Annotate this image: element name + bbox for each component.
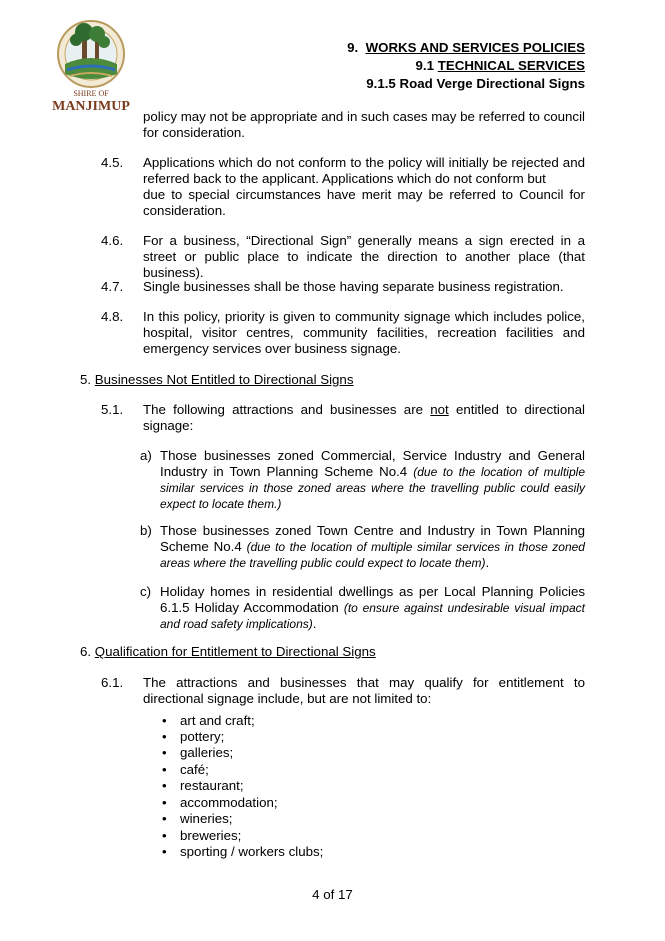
header-line2-num: 9.1 bbox=[415, 58, 435, 73]
sub-c-note: (to ensure against undesirable visual impact and road safety implications) bbox=[160, 601, 585, 631]
logo-org-line2: MANJIMUP bbox=[52, 99, 130, 114]
item-5-1-text bbox=[143, 402, 585, 434]
sub-a-main: Those businesses zoned Commercial, Service Industry and General Industry in Town Planning Scheme No.4 bbox=[160, 448, 585, 479]
item-5-1-num: 5.1. bbox=[101, 402, 124, 417]
item-4-5-text-a: Applications which do not conform to the policy will initially be rejected and referred back to the applicant. Applications which do not conform but bbox=[143, 155, 585, 186]
header-line1-text: WORKS AND SERVICES POLICIES bbox=[365, 40, 585, 55]
section-6-num: 6. bbox=[80, 644, 92, 659]
item-4-6-text: For a business, “Directional Sign” generally means a sign erected in a street or public place to indicate the direction to another place (that business). bbox=[143, 233, 585, 280]
sub-a-note: (due to the location of multiple similar services in those zoned areas where the travelling public could easily expect to locate them.) bbox=[160, 465, 585, 511]
sub-c-label: c) bbox=[140, 584, 152, 599]
header-line1-num: 9. bbox=[347, 40, 359, 55]
sub-a-text bbox=[160, 448, 585, 512]
header-line3: 9.1.5 Road Verge Directional Signs bbox=[366, 76, 585, 91]
sub-b-text bbox=[160, 523, 585, 571]
section-5-title: Businesses Not Entitled to Directional Signs bbox=[94, 372, 354, 387]
bullet-icon: • bbox=[162, 729, 167, 744]
item-4-5-num: 4.5. bbox=[101, 155, 124, 170]
header-line2-text: TECHNICAL SERVICES bbox=[437, 58, 585, 73]
list-item: galleries; bbox=[180, 745, 234, 760]
sub-a-label: a) bbox=[140, 448, 152, 463]
item-4-5-text-b: due to special circumstances have merit may be referred to Council for consideration. bbox=[143, 187, 585, 218]
sub-c-text bbox=[160, 584, 585, 632]
section-6-heading bbox=[80, 644, 376, 660]
bullet-icon: • bbox=[162, 713, 167, 728]
sub-b-tail: . bbox=[485, 555, 490, 570]
list-item: breweries; bbox=[180, 828, 242, 843]
item-4-8-text: In this policy, priority is given to community signage which includes police, hospital, visitor centres, community facilities, recreation facilities and emergency services over business signage. bbox=[143, 309, 585, 356]
list-item: pottery; bbox=[180, 729, 225, 744]
logo-org-line1: SHIRE OF bbox=[73, 89, 109, 98]
item-6-1-num: 6.1. bbox=[101, 675, 124, 690]
bullet-icon: • bbox=[162, 844, 167, 859]
section-6-title: Qualification for Entitlement to Directional Signs bbox=[94, 644, 376, 659]
shire-logo bbox=[52, 14, 130, 114]
section-5-num: 5. bbox=[80, 372, 92, 387]
page-number: 4 of 17 bbox=[312, 887, 353, 902]
item-4-8-num: 4.8. bbox=[101, 309, 124, 324]
sub-c-tail: . bbox=[312, 616, 317, 631]
bullet-icon: • bbox=[162, 778, 167, 793]
item-5-1-post: entitled to directional signage: bbox=[143, 402, 585, 433]
item-4-7-text: Single businesses shall be those having separate business registration. bbox=[143, 279, 564, 294]
continuation-text: policy may not be appropriate and in such cases may be referred to council for consideration. bbox=[143, 109, 585, 140]
sub-b-label: b) bbox=[140, 523, 152, 538]
shire-logo-emblem bbox=[52, 14, 130, 114]
list-item: art and craft; bbox=[180, 713, 255, 728]
bullet-icon: • bbox=[162, 745, 167, 760]
list-item: café; bbox=[180, 762, 209, 777]
item-5-1-not: not bbox=[430, 402, 449, 417]
bullet-icon: • bbox=[162, 795, 167, 810]
header-line1 bbox=[347, 40, 585, 56]
item-5-1-pre: The following attractions and businesses are bbox=[143, 402, 431, 417]
item-6-1-text: The attractions and businesses that may qualify for entitlement to directional signage include, but are not limited to: bbox=[143, 675, 585, 706]
item-4-6-num: 4.6. bbox=[101, 233, 124, 248]
header-line2 bbox=[416, 58, 585, 74]
section-5-heading bbox=[80, 372, 353, 388]
list-item: sporting / workers clubs; bbox=[180, 844, 324, 859]
bullet-icon: • bbox=[162, 811, 167, 826]
item-4-7-num: 4.7. bbox=[101, 279, 124, 294]
item-4-5-text bbox=[143, 155, 585, 219]
bullet-icon: • bbox=[162, 762, 167, 777]
sub-c-main: Holiday homes in residential dwellings as per Local Planning Policies 6.1.5 Holiday Accommodation bbox=[160, 584, 585, 615]
list-item: accommodation; bbox=[180, 795, 278, 810]
bullet-icon: • bbox=[162, 828, 167, 843]
list-item: wineries; bbox=[180, 811, 233, 826]
list-item: restaurant; bbox=[180, 778, 244, 793]
sub-b-main: Those businesses zoned Town Centre and Industry in Town Planning Scheme No.4 bbox=[160, 523, 585, 554]
sub-b-note: (due to the location of multiple similar services in those zoned areas where the travelling public could expect to locate them) bbox=[160, 540, 585, 570]
